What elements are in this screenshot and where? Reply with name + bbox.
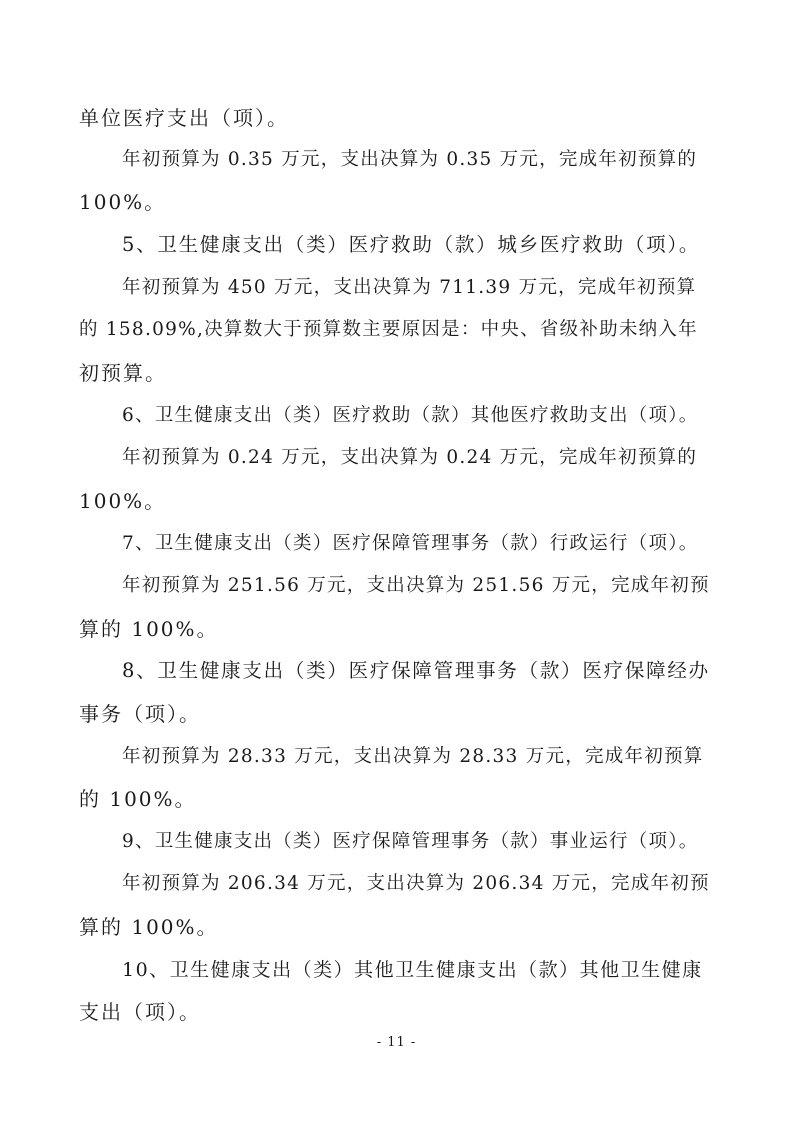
text-line: 的 158.09%,决算数大于预算数主要原因是：中央、省级补助未纳入年 <box>79 319 698 340</box>
text-line: 100%。 <box>79 190 167 214</box>
text-line: 10、卫生健康支出（类）其他卫生健康支出（款）其他卫生健康 <box>122 959 703 981</box>
text-line: 8、卫生健康支出（类）医疗保障管理事务（款）医疗保障经办 <box>122 659 710 682</box>
text-line: 年初预算为 0.24 万元，支出决算为 0.24 万元，完成年初预算的 <box>122 447 698 468</box>
text-line: 9、卫生健康支出（类）医疗保障管理事务（款）事业运行（项）。 <box>122 831 699 852</box>
text-line: 算的 100%。 <box>79 915 219 939</box>
text-line: 事务（项）。 <box>79 702 201 726</box>
text-line: 年初预算为 206.34 万元，支出决算为 206.34 万元，完成年初预 <box>122 873 710 894</box>
text-line: 5、卫生健康支出（类）医疗救助（款）城乡医疗救助（项）。 <box>122 233 701 256</box>
text-line: 算的 100%。 <box>79 617 219 641</box>
text-line: 支出（项）。 <box>79 1000 201 1024</box>
text-line: 100%。 <box>79 489 167 513</box>
page-number: - 11 - <box>376 1035 417 1050</box>
text-line: 年初预算为 0.35 万元，支出决算为 0.35 万元，完成年初预算的 <box>122 149 698 170</box>
text-line: 7、卫生健康支出（类）医疗保障管理事务（款）行政运行（项）。 <box>122 533 699 554</box>
text-line: 年初预算为 28.33 万元，支出决算为 28.33 万元，完成年初预算 <box>122 746 704 767</box>
text-line: 单位医疗支出（项）。 <box>79 106 289 130</box>
text-line: 年初预算为 450 万元，支出决算为 711.39 万元，完成年初预算 <box>122 277 697 298</box>
text-line: 年初预算为 251.56 万元，支出决算为 251.56 万元，完成年初预 <box>122 575 710 596</box>
text-line: 初预算。 <box>79 361 167 385</box>
text-line: 的 100%。 <box>79 787 197 811</box>
text-line: 6、卫生健康支出（类）医疗救助（款）其他医疗救助支出（项）。 <box>122 405 699 426</box>
